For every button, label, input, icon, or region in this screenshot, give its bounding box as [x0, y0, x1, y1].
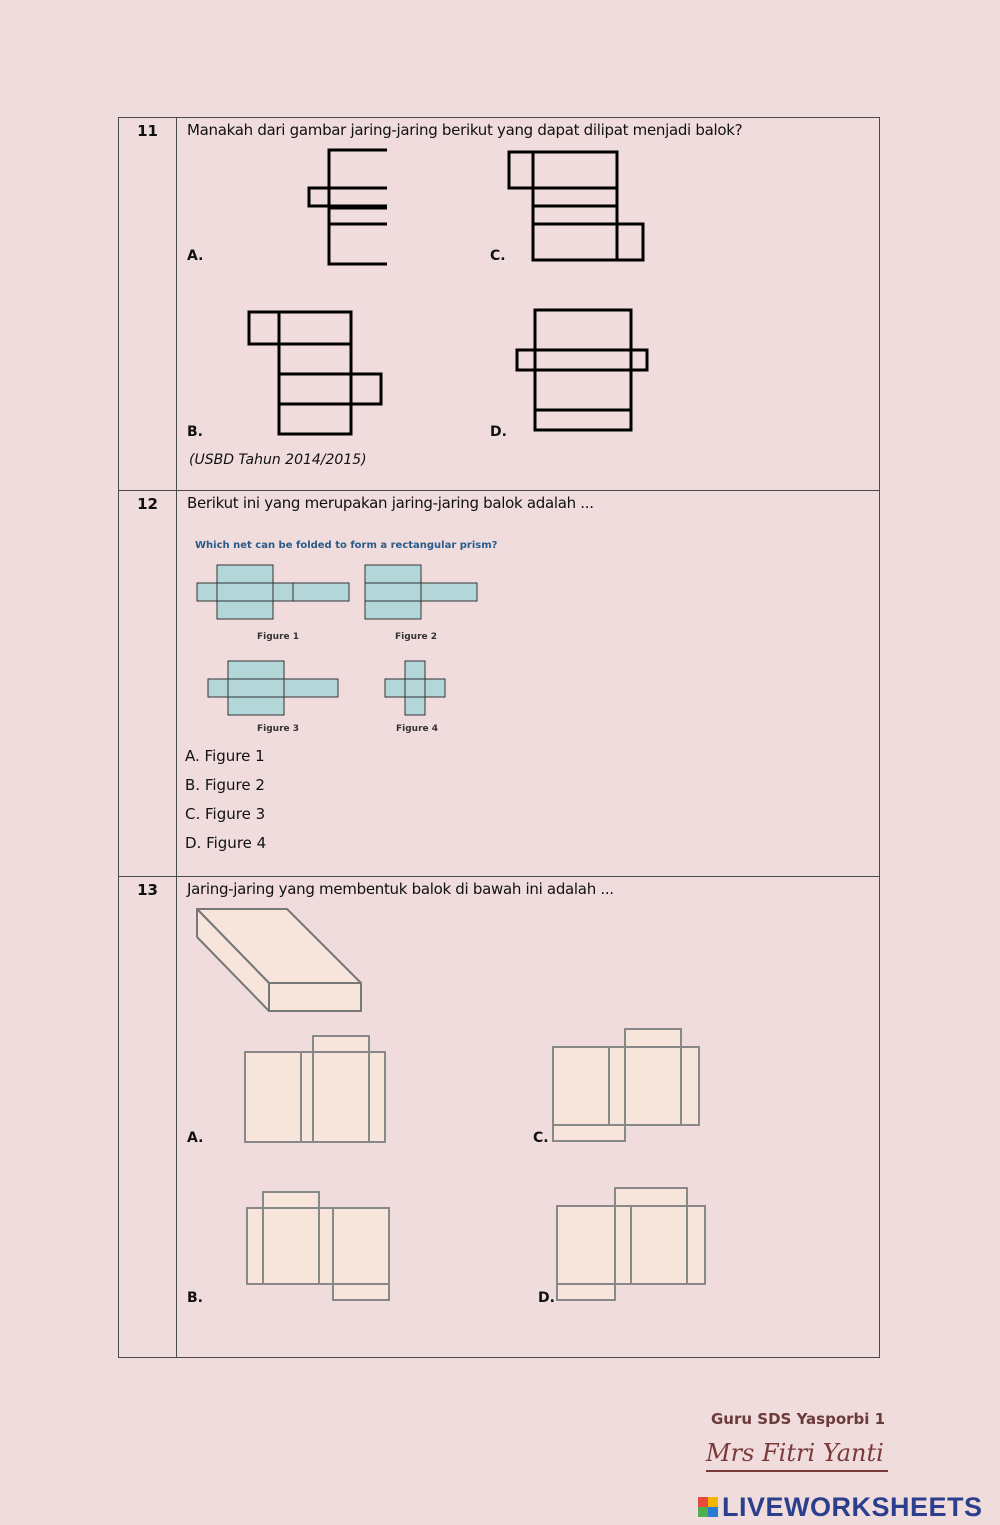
question-table: [118, 117, 880, 1358]
option-label-a: A.: [187, 1130, 204, 1146]
school-name: Guru SDS Yasporbi 1: [711, 1410, 886, 1428]
answer-a[interactable]: A. Figure 1: [185, 747, 265, 765]
liveworksheets-brand[interactable]: [698, 1490, 983, 1524]
net-option-b[interactable]: [247, 310, 397, 440]
net-option-d[interactable]: [515, 308, 655, 438]
option-label-b: B.: [187, 424, 203, 440]
net-option-c[interactable]: [507, 148, 657, 268]
figure-2-net[interactable]: [363, 563, 483, 625]
question-cell-11: [177, 118, 880, 491]
question-text: Jaring-jaring yang membentuk balok di bawah ini adalah ...: [187, 880, 614, 898]
answer-c[interactable]: C. Figure 3: [185, 805, 266, 823]
option-label-d: D.: [538, 1290, 555, 1306]
net-option-d[interactable]: [555, 1186, 713, 1306]
figure-1-net[interactable]: [195, 563, 355, 625]
figure-3-net[interactable]: [206, 659, 342, 721]
net-option-c[interactable]: [551, 1027, 705, 1145]
option-label-c: C.: [490, 248, 506, 264]
question-text: Berikut ini yang merupakan jaring-jaring balok adalah ...: [187, 494, 594, 512]
question-source: (USBD Tahun 2014/2015): [189, 452, 367, 468]
figure-caption-3: Figure 3: [257, 724, 300, 734]
brand-name: LIVEWORKSHEETS: [722, 1491, 983, 1522]
cuboid-image: [195, 907, 365, 1013]
net-option-a[interactable]: [243, 1034, 389, 1146]
question-number: 11: [119, 118, 177, 491]
question-text: Manakah dari gambar jaring-jaring berikut yang dapat dilipat menjadi balok?: [187, 121, 743, 139]
net-option-a[interactable]: [247, 148, 387, 268]
question-number: 13: [119, 877, 177, 1358]
liveworksheets-logo-icon: [698, 1497, 718, 1517]
answer-d[interactable]: D. Figure 4: [185, 834, 267, 852]
teacher-signature: Mrs Fitri Yanti: [706, 1436, 888, 1472]
option-label-a: A.: [187, 248, 204, 264]
option-label-d: D.: [490, 424, 507, 440]
question-number: 12: [119, 491, 177, 877]
net-option-b[interactable]: [245, 1190, 395, 1304]
option-label-b: B.: [187, 1290, 203, 1306]
sub-question: Which net can be folded to form a rectangular prism?: [195, 540, 498, 551]
answer-b[interactable]: B. Figure 2: [185, 776, 265, 794]
figure-caption-4: Figure 4: [396, 724, 439, 734]
figure-4-net[interactable]: [383, 659, 449, 721]
figure-caption-1: Figure 1: [257, 632, 300, 642]
question-cell-13: [177, 877, 880, 1358]
figure-caption-2: Figure 2: [395, 632, 438, 642]
question-cell-12: [177, 491, 880, 877]
option-label-c: C.: [533, 1130, 549, 1146]
